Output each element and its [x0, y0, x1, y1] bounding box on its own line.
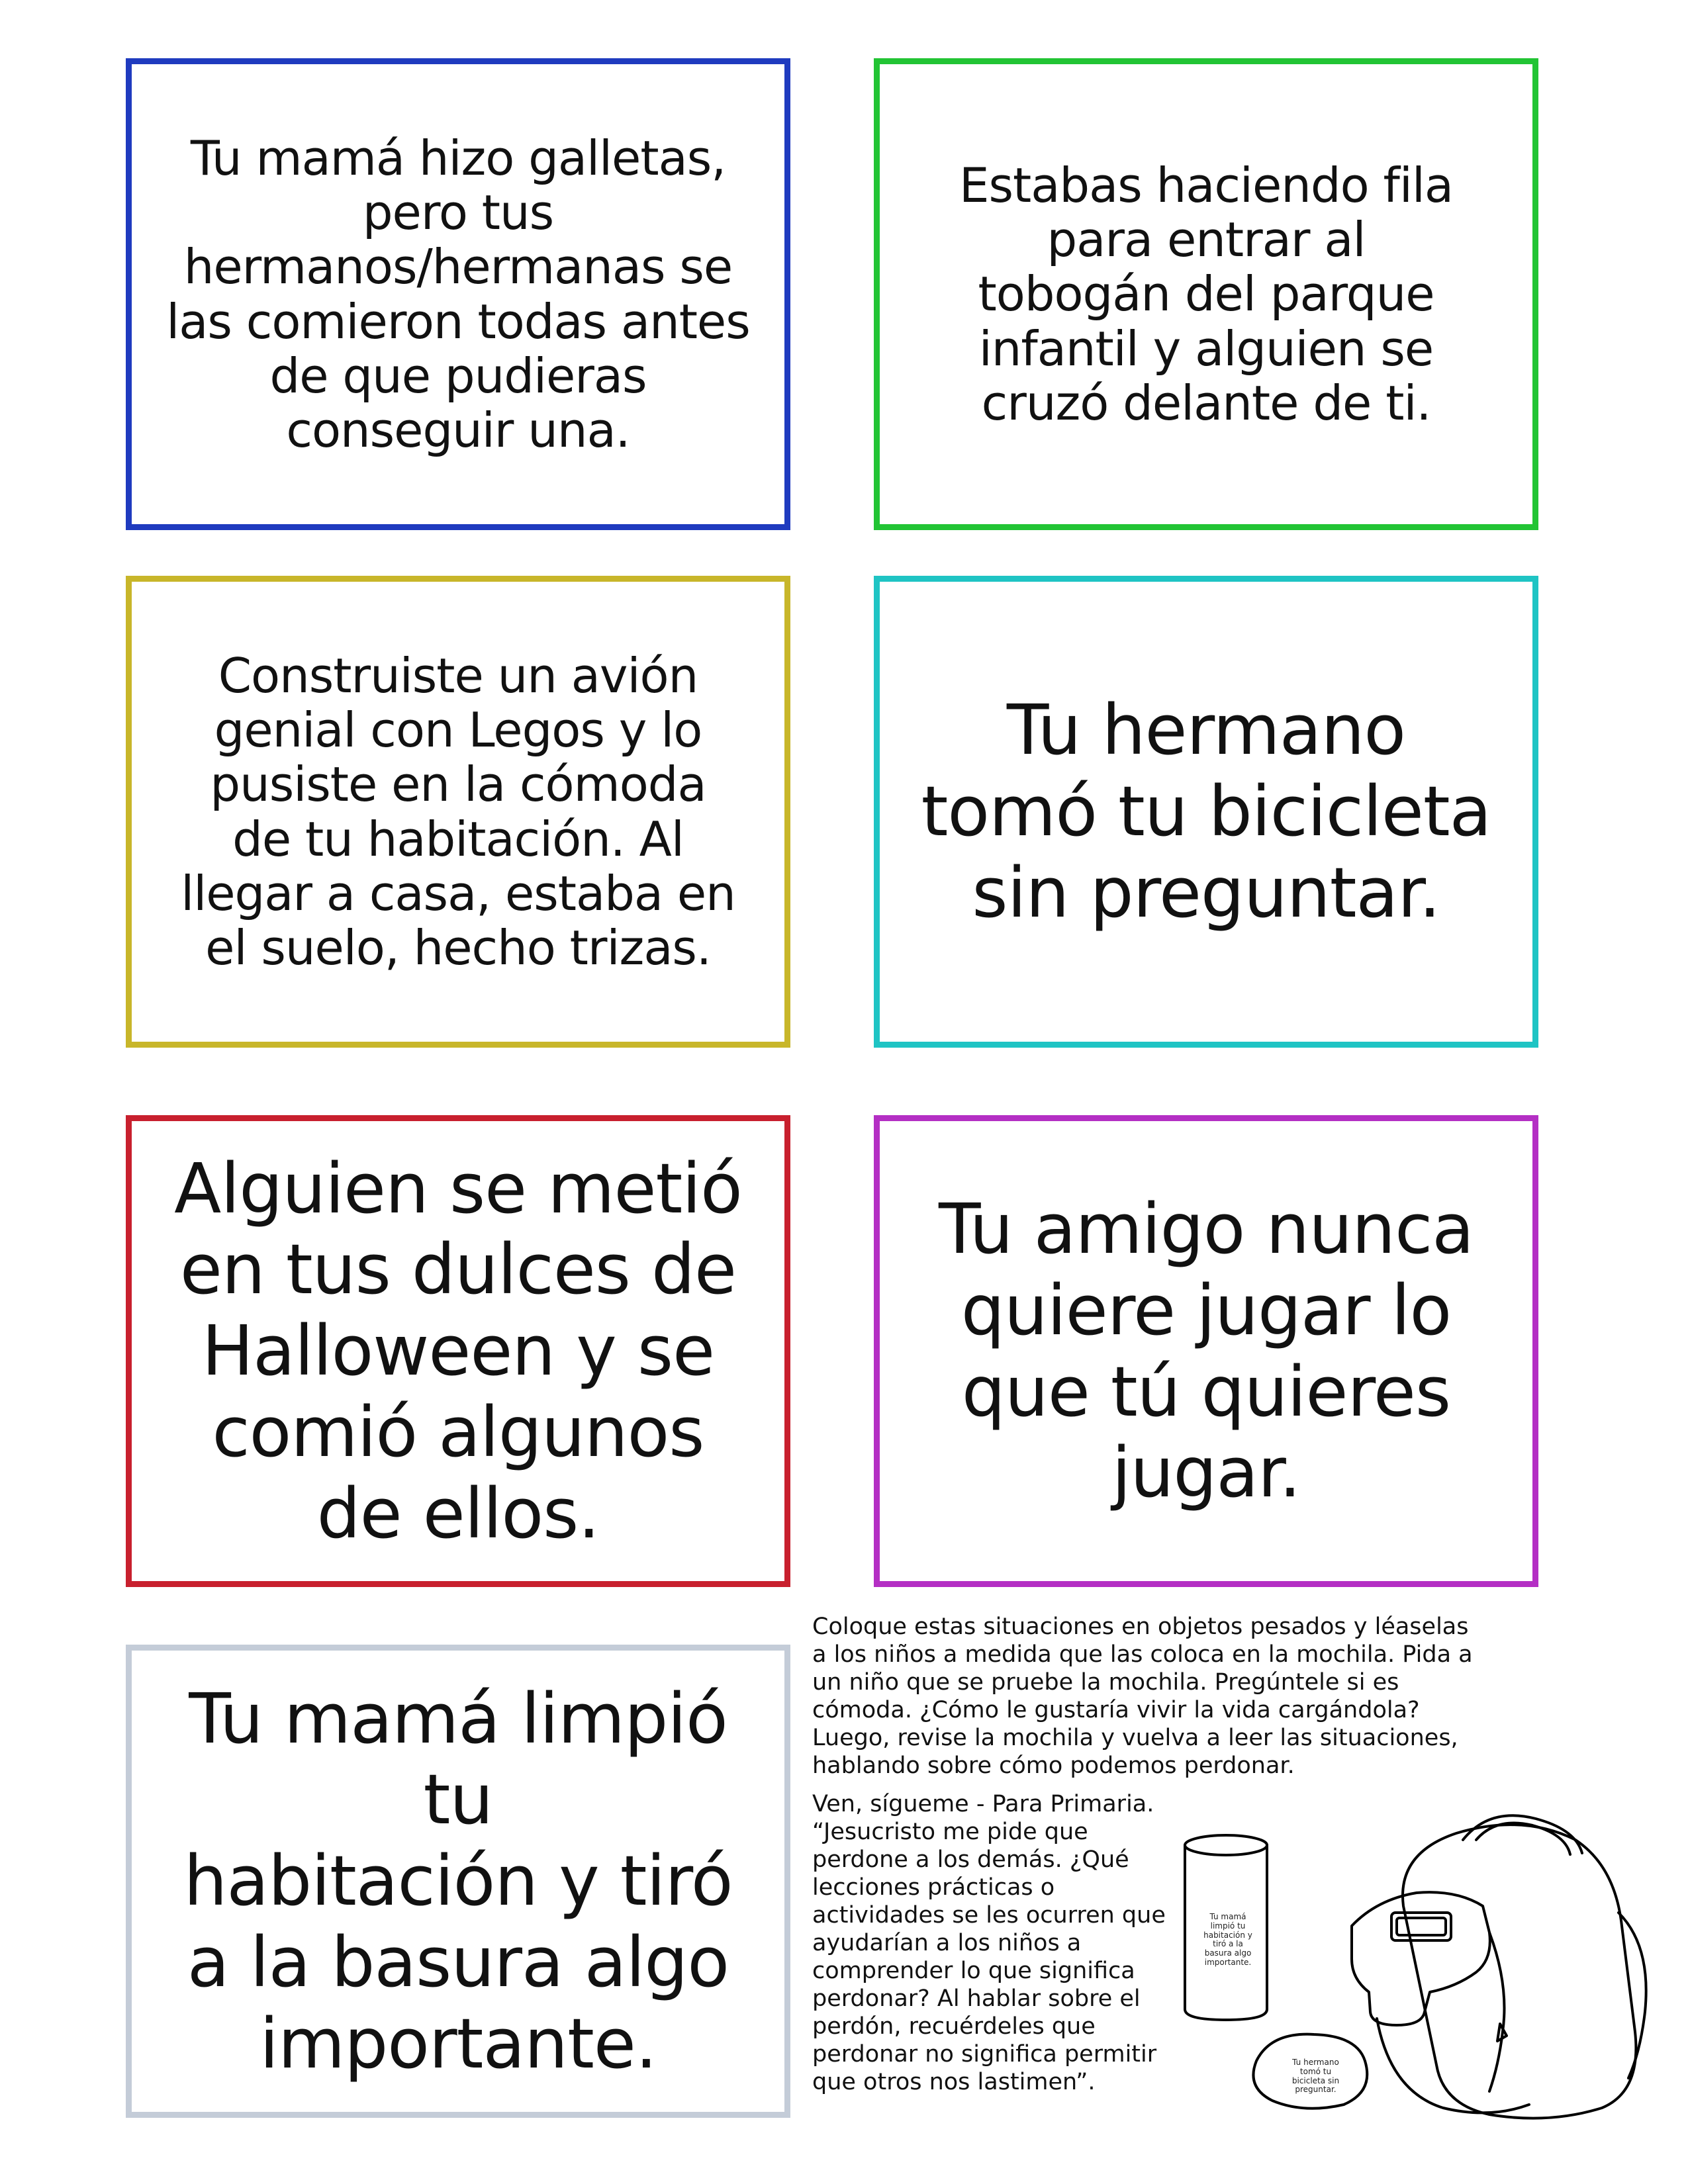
backpack-icon	[1178, 1813, 1655, 2144]
card-text: Tu mamá hizo galletas, pero tus hermanos/hermanas se las comieron todas antes de que pudieras conseguir una.	[166, 130, 750, 458]
card-text: Tu hermano tomó tu bicicleta sin preguntar.	[921, 690, 1491, 933]
situation-card-friend-games	[874, 1115, 1538, 1587]
card-text: Construiste un avión genial con Legos y lo pusiste en la cómoda de tu habitación. Al llegar a casa, estaba en el suelo, hecho trizas.	[181, 648, 735, 976]
situation-card-cookies	[126, 58, 790, 530]
can-label: Tu mamá limpió tu habitación y tiró a la basura algo importante.	[1203, 1912, 1252, 1967]
card-text: Tu mamá limpió tu habitación y tiró a la basura algo importante.	[183, 1678, 733, 2084]
situation-card-lego-plane	[126, 576, 790, 1048]
instructions-paragraph: Coloque estas situaciones en objetos pesados y léaselas a los niños a medida que las coloca en la mochila. Pida a un niño que se pruebe la mochila. Pregúntele si es cómoda. ¿Cómo le gustaría vivir la vida cargándola? Luego, revise la mochila y vuelva a leer las situaciones, hablando sobre cómo podemos perdonar.	[812, 1614, 1473, 1779]
backpack-illustration	[1178, 1813, 1655, 2144]
situation-card-cleaned-room	[126, 1645, 790, 2118]
situation-card-bicycle	[874, 576, 1538, 1048]
situation-card-halloween-candy	[126, 1115, 790, 1587]
lesson-quote: Ven, sígueme - Para Primaria. “Jesucristo me pide que perdone a los demás. ¿Qué lecciones prácticas o actividades se les ocurren que ayudarían a los niños a comprender lo que significa perdonar? Al hablar sobre el perdón, recuérdeles que perdonar no significa permitir que otros nos lastimen”.	[812, 1791, 1166, 2095]
rock-label: Tu hermano tomó tu bicicleta sin preguntar.	[1291, 2058, 1340, 2095]
situation-card-slide-line	[874, 58, 1538, 530]
card-text: Alguien se metió en tus dulces de Halloween y se comió algunos de ellos.	[174, 1148, 742, 1554]
card-text: Estabas haciendo fila para entrar al tobogán del parque infantil y alguien se cruzó delante de ti.	[959, 158, 1453, 431]
card-text: Tu amigo nunca quiere jugar lo que tú quieres jugar.	[939, 1189, 1474, 1514]
